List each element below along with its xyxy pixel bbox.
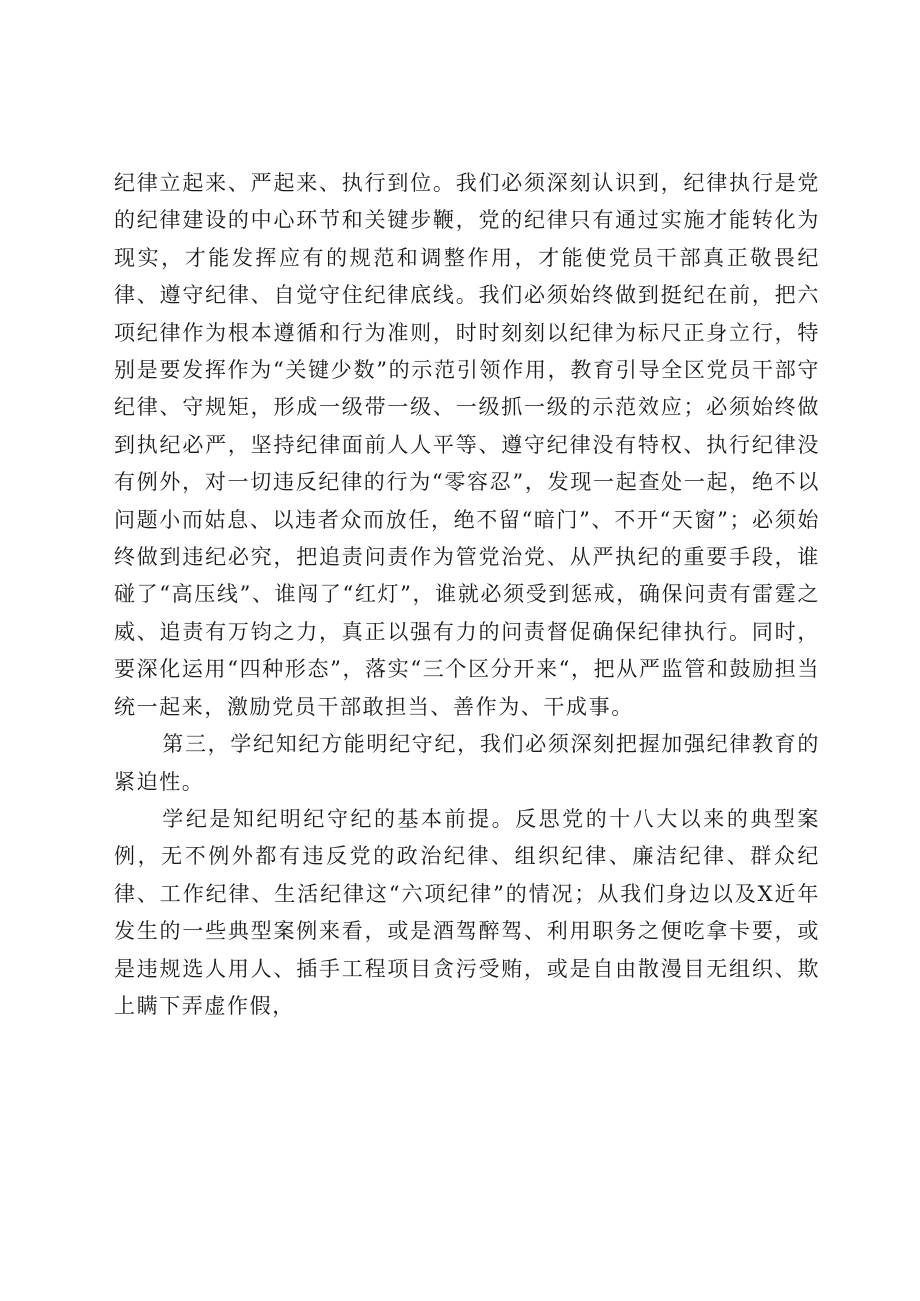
paragraph-discipline-enforcement: 纪律立起来、严起来、执行到位。我们必须深刻认识到，纪律执行是党的纪律建设的中心环节和关键步鞭，党的纪律只有通过实施才能转化为现实，才能发挥应有的规范和调整作用，才能使党员干部真正敬畏纪律、遵守纪律、自觉守住纪律底线。我们必须始终做到挺纪在前，把六项纪律作为根本遵循和行为准则，时时刻刻以纪律为标尺正身立行，特别是要发挥作为“关键少数”的示范引领作用，教育引导全区党员干部守纪律、守规矩，形成一级带一级、一级抓一级的示范效应；必须始终做到执纪必严，坚持纪律面前人人平等、遵守纪律没有特权、执行纪律没有例外，对一切违反纪律的行为“零容忍”，发现一起查处一起，绝不以问题小而姑息、以违者众而放任，绝不留“暗门”、不开“天窗”；必须始终做到违纪必究，把追责问责作为管党治党、从严执纪的重要手段，谁碰了“高压线”、谁闯了“红灯”，谁就必须受到惩戒，确保问责有雷霆之威、追责有万钧之力，真正以强有力的问责督促确保纪律执行。同时，要深化运用“四种形态”，落实“三个区分开来“，把从严监管和鼓励担当统一起来，激励党员干部敢担当、善作为、干成事。 <box>114 171 820 719</box>
document-body <box>114 165 820 1025</box>
paragraph-discipline-learning: 学纪是知纪明纪守纪的基本前提。反思党的十八大以来的典型案例，无不例外都有违反党的政治纪律、组织纪律、廉洁纪律、群众纪律、工作纪律、生活纪律这“六项纪律”的情况；从我们身边以及X近年发生的一些典型案例来看，或是酒驾醉驾、利用职务之便吃拿卡要，或是违规选人用人、插手工程项目贪污受贿，或是自由散漫目无组织、欺上瞒下弄虚作假， <box>114 806 820 1018</box>
paragraph-section-three-heading: 第三，学纪知纪方能明纪守纪，我们必须深刻把握加强纪律教育的紧迫性。 <box>114 732 820 794</box>
